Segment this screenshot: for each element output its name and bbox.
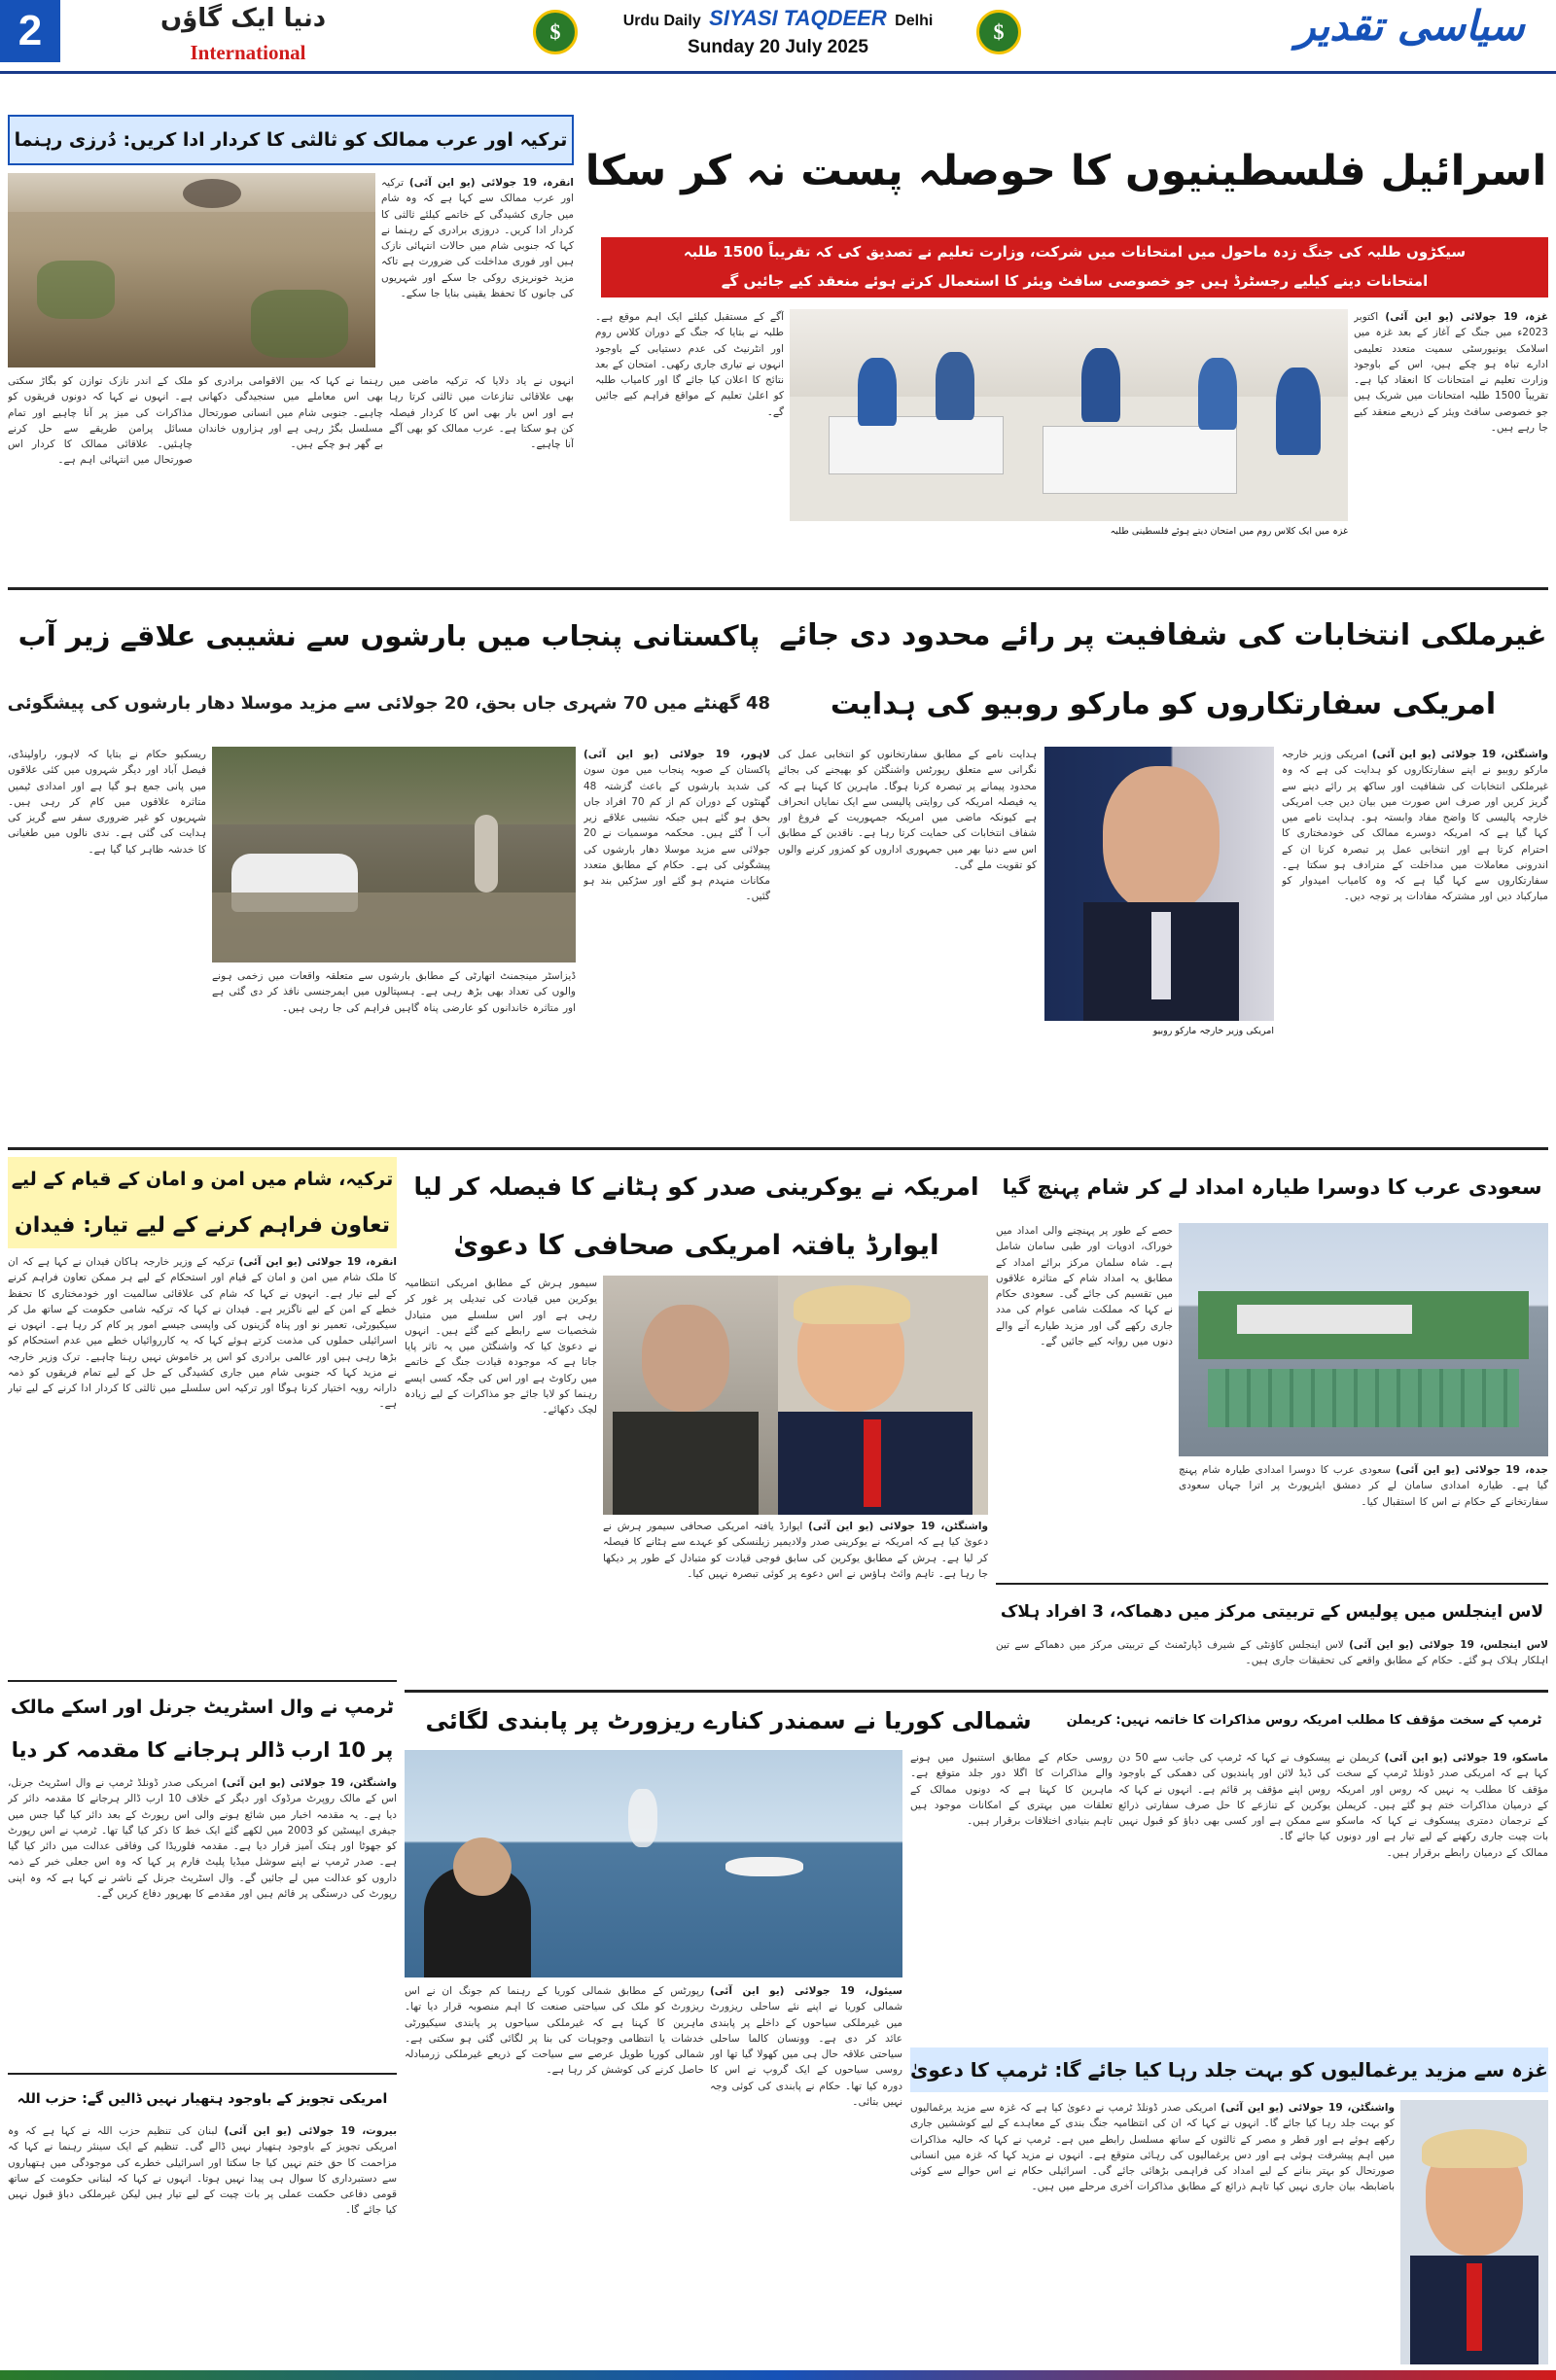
story8-body: لاس اینجلس، 19 جولائی (یو این آئی) لاس اینجلس کاؤنٹی کے شیرف ڈپارٹمنٹ کے تربیتی مرکز میں دھماکے سے تین اہلکار ہلاک ہو گئے۔ حکام کے مطابق واقعے کی تحقیقات جاری ہیں۔ [996,1639,1548,1667]
story9-dateline: واشنگٹن، 19 جولائی (یو این آئی) [222,1777,397,1789]
footer-bar [0,2370,1556,2380]
story4-body-col2: ریسکیو حکام نے بتایا کہ لاہور، راولپنڈی، فیصل آباد اور دیگر شہروں میں کئی علاقوں میں پانی جمع ہو گیا ہے اور امدادی ٹیمیں متاثرہ علاقوں میں کام کر رہی ہیں۔ شہریوں کو غیر ضروری سفر سے گریز کی ہدایت کی گئی ہے۔ ندی نالوں میں طغیانی کا خدشہ ظاہر کیا گیا ہے۔ [8,749,206,856]
story2-body-col2: ملک کے اندر نازک توازن کو بگاڑ سکتی ہے۔ انہوں نے کہا کہ دونوں فریقوں کو مذاکرات کی میز پر آنا چاہیے اور تمام مسائل پرامن طریقے سے حل کرنے چاہئیں۔ علاقائی ممالک کا کردار اس صورتحال میں انتہائی اہم ہے۔ [8,375,193,467]
story5-headline-2: تعاون فراہم کرنے کے لیے تیار: فیدان [15,1213,390,1238]
section-title-english: International [190,41,306,64]
story10-dateline: بیروت، 19 جولائی (یو این آئی) [224,2125,397,2137]
divider-4 [8,2073,397,2075]
story13-body: واشنگٹن، 19 جولائی (یو این آئی) امریکی صدر ڈونلڈ ٹرمپ نے دعویٰ کیا ہے کہ غزہ سے مزید یرغمالیوں کو بہت جلد رہا کیا جائے گا۔ انہوں نے کہا کہ ان کی انتظامیہ جنگ بندی کے معاہدے کے لیے کوششیں جاری رکھے ہوئے ہے اور قطر و مصر کے ثالثوں کے ساتھ مسلسل رابطے میں ہے۔ ٹرمپ نے کہا کہ حالیہ مذاکرات میں اہم پیشرفت ہوئی ہے اور دس یرغمالیوں کی رہائی متوقع ہے۔ انہوں نے مزید کہا کہ غزہ میں انسانی صورتحال کو بہتر بنانے کے لیے امداد کی فراہمی بڑھائی جائے گی۔ اسرائیلی حکام نے اس حوالے سے کوئی باضابطہ بیان جاری نہیں کیا تاہم ذرائع کے مطابق مذاکرات آخری مرحلے میں ہیں۔ [910,2102,1395,2193]
story12-photo [405,1750,902,1978]
story11-body-col1: ماسکو، 19 جولائی (یو این آئی) کریملن نے کہا ہے کہ امریکی صدر ڈونلڈ ٹرمپ کے سخت مؤقف کا مطلب یہ نہیں کہ روس اور امریکہ کے درمیان مذاکرات ختم ہو گئے ہیں۔ کریملن کے ترجمان دمتری پیسکوف نے کہا کہ ماسکو بات چیت جاری رکھنے کے لیے تیار ہے اور دونوں ممالک کے درمیان رابطے برقرار ہیں۔ [1336,1752,1548,1859]
story10-headline: امریکی تجویز کے باوجود ہتھیار نہیں ڈالیں گے: حزب اللہ [17,2091,388,2107]
story5-headline-1: ترکیہ، شام میں امن و امان کے قیام کے لیے [11,1169,394,1190]
story10-body: بیروت، 19 جولائی (یو این آئی) لبنان کی تنظیم حزب اللہ نے کہا ہے کہ وہ امریکی تجویز کے باوجود ہتھیار نہیں ڈالے گی۔ تنظیم کے ایک سینئر رہنما نے کہا کہ مزاحمت کا حق ختم نہیں کیا جا سکتا اور اسرائیلی خطرے کی موجودگی میں ہتھیاروں سے دستبرداری کا سوال ہی پیدا نہیں ہوتا۔ انہوں نے کہا کہ لبنانی حکومت کے ساتھ قومی دفاعی حکمت عملی پر بات چیت کے لیے تیار ہیں لیکن غیرملکی دباؤ قبول نہیں کیا جائے گا۔ [8,2125,397,2217]
story13-headline-box [910,2048,1548,2092]
story12-headline: شمالی کوریا نے سمندر کنارے ریزورٹ پر پابندی لگائی [425,1707,1032,1734]
emblem-right-icon: $ [976,10,1021,54]
story4-headline: پاکستانی پنجاب میں بارشوں سے نشیبی علاقے زیر آب [18,619,760,652]
story2-headline-box [8,115,574,165]
story2-headline: ترکیہ اور عرب ممالک کو ثالثی کا کردار ادا کریں: دُرزی رہنما [14,129,568,151]
story11-body-col3: روسی حکام کے مطابق استنبول میں ہونے والے مذاکرات کا اگلا دور جلد متوقع ہے۔ ماہرین کا کہنا ہے کہ دونوں ممالک کے تعلقات میں بہتری کے امکانات موجود ہیں تاہم بنیادی اختلافات برقرار ہیں۔ [910,1752,1113,1828]
divider-1 [8,587,1548,590]
story3-subhead: امریکی سفارتکاروں کو مارکو روبیو کی ہدایت [830,687,1497,721]
story12-body-col2: رپورٹس کے مطابق شمالی کوریا کے رہنما کم جونگ ان نے اس ریزورٹ کو ملک کی سیاحتی صنعت کا اہم منصوبہ قرار دیا تھا۔ ماہرین کا کہنا ہے کہ غیرملکی سیاحوں پر پابندی سیکیورٹی خدشات یا انتظامی وجوہات کی بنا پر لگائی گئی ہو سکتی ہے۔ شمالی کوریا طویل عرصے سے سیاحت کے ذریعے غیرملکی زرمبادلہ حاصل کرنے کی کوشش کر رہا ہے۔ [405,1985,704,2077]
masthead [0,0,1556,74]
story7-body-col1: حصے کے طور پر پہنچنے والی امداد میں خوراک، ادویات اور طبی سامان شامل ہے۔ شاہ سلمان مرکز برائے امداد کے مطابق یہ امداد شام کے متاثرہ علاقوں میں تقسیم کی جائے گی۔ سعودی حکام نے کہا کہ مملکت شامی عوام کی مدد جاری رکھے گی اور مزید طیارے آنے والے دنوں میں روانہ کیے جائیں گے۔ [996,1225,1173,1348]
story4-dateline: لاہور، 19 جولائی (یو این آئی) [584,749,770,760]
story4-body-col3: ڈیزاسٹر مینجمنٹ اتھارٹی کے مطابق بارشوں سے متعلقہ واقعات میں زخمی ہونے والوں کی تعداد بھی بڑھ رہی ہے۔ ہسپتالوں میں ایمرجنسی نافذ کر دی گئی ہے اور متاثرہ خاندانوں کو عارضی پناہ گاہیں فراہم کی جا رہی ہیں۔ [212,970,576,1014]
story9-headline-2: پر 10 ارب ڈالر ہرجانے کا مقدمہ کر دیا [11,1738,394,1762]
story1-body-left: آگے کے مستقبل کیلئے ایک اہم موقع ہے۔ طلبہ نے بتایا کہ جنگ کے دوران کلاس روم اور انٹرنیٹ کی عدم دستیابی کے باوجود انہوں نے تیاری جاری رکھی۔ امتحان کے بعد نتائج کا اعلان کیا جائے گا اور کامیاب طلبہ کو اعلیٰ تعلیم کے مواقع فراہم کیے جائیں گے۔ [595,311,784,418]
story1-dateline: غزہ، 19 جولائی (یو این آئی) [1385,311,1548,323]
story1-photo [790,309,1348,521]
story5-body: انقرہ، 19 جولائی (یو این آئی) ترکیہ کے وزیر خارجہ ہاکان فیدان نے کہا ہے کہ ان کا ملک شام میں امن و امان کے قیام اور استحکام کے لیے ہر ممکن تعاون فراہم کرنے کے لیے تیار ہے۔ انہوں نے کہا کہ شام کی علاقائی سالمیت اور خودمختاری کا تحفظ خطے کے امن کے لیے ناگزیر ہے۔ فیدان نے کہا کہ ترکیہ شامی حکومت کے ساتھ مل کر سیکیورٹی، تعمیر نو اور پناہ گزینوں کی واپسی جیسے امور پر کام کر رہا ہے۔ انہوں نے اسرائیلی حملوں کی مذمت کرتے ہوئے کہا کہ یہ کارروائیاں خطے میں عدم استحکام کو بڑھا رہی ہیں اور عالمی برادری کو اس پر خاموش نہیں رہنا چاہیے۔ ترک وزیر خارجہ نے مزید کہا کہ جنوبی شام میں جاری کشیدگی کے حل کے لیے تمام فریقوں کو ذمہ دارانہ رویہ اختیار کرنا ہوگا اور ترکیہ اس سلسلے میں ثالثی کا کردار ادا کرنے کے لیے تیار ہے۔ [8,1256,397,1411]
story11-body-col2: پیسکوف نے کہا کہ ٹرمپ کی جانب سے 50 دن کی ڈیڈ لائن اور پابندیوں کی دھمکی کے باوجود روس اپنے مؤقف پر قائم ہے۔ انہوں نے کہا کہ یوکرین کے تنازعے کا حل صرف سفارتی ذرائع سے ممکن ہے اور کسی بھی دباؤ کو قبول نہیں کیا جائے گا۔ [1118,1752,1330,1843]
divider-5 [996,1583,1548,1585]
story7-photo [1179,1223,1548,1456]
emblem-left-icon: $ [533,10,578,54]
story3-caption: امریکی وزیر خارجہ مارکو روبیو [1152,1026,1274,1036]
story2-body-col3: رہنما نے کہا کہ بین الاقوامی برادری کو بھی اس معاملے میں سنجیدگی دکھانی چاہیے۔ جنوبی شام میں انسانی صورتحال مسلسل بگڑ رہی ہے اور ہزاروں خاندان بے گھر ہو چکے ہیں۔ [198,375,383,451]
story1-subhead-2: امتحانات دینے کیلیے رجسٹرڈ ہیں جو خصوصی سافٹ ویئر کا استعمال کرتے ہوئے منعقد کیے جائیں گے [721,272,1429,290]
story2-dateline: انقرہ، 19 جولائی (یو این آئی) [408,177,574,189]
story2-photo [8,173,375,368]
story6-dateline: واشنگٹن، 19 جولائی (یو این آئی) [808,1521,988,1532]
story2-body-col4: انہوں نے یاد دلایا کہ ترکیہ ماضی میں بھی علاقائی تنازعات میں ثالثی کرتا رہا ہے اور اس بار بھی اس کا کردار فیصلہ کن ہو سکتا ہے۔ عرب ممالک کو بھی آگے آنا چاہیے۔ [389,375,574,451]
story3-photo [1044,747,1274,1021]
story6-headline: امریکہ نے یوکرینی صدر کو ہٹانے کا فیصلہ کر لیا [413,1172,979,1201]
story6-subhead: ایوارڈ یافتہ امریکی صحافی کا دعویٰ [453,1229,939,1261]
story3-body-col1: واشنگٹن، 19 جولائی (یو این آئی) امریکی وزیر خارجہ مارکو روبیو نے اپنے سفارتکاروں کو ہدایت کی ہے کہ وہ غیرملکی انتخابات کی شفافیت اور ساکھ پر رائے دینے سے گریز کریں اور صرف اس صورت میں بیان دیں جب امریکی خارجہ پالیسی کا واضح مفاد وابستہ ہو۔ ہدایت نامے میں کہا گیا ہے کہ امریکہ دوسرے ممالک کی خودمختاری کا احترام کرتا ہے اور انتخابی عمل پر تبصرہ کرنا ان کے اندرونی معاملات میں مداخلت کے مترادف ہو سکتا ہے۔ سفارتکاروں سے کہا گیا ہے کہ وہ کامیاب امیدوار کو مبارکباد دیں اور مشترکہ مفادات پر توجہ دیں۔ [1282,749,1548,903]
story3-dateline: واشنگٹن، 19 جولائی (یو این آئی) [1371,749,1548,760]
story7-dateline: جدہ، 19 جولائی (یو این آئی) [1396,1464,1548,1476]
story6-photo [603,1276,988,1515]
story6-body-col2: واشنگٹن، 19 جولائی (یو این آئی) ایوارڈ یافتہ امریکی صحافی سیمور ہرش نے دعویٰ کیا ہے کہ امریکہ نے یوکرینی صدر ولادیمیر زیلنسکی کو عہدے سے ہٹانے کا فیصلہ کر لیا ہے۔ ہرش کے مطابق یوکرین کی سابق فوجی قیادت کو متبادل کے طور پر دیکھا جا رہا ہے۔ تاہم وائٹ ہاؤس نے اس دعوے پر کوئی تبصرہ نہیں کیا۔ [603,1521,988,1580]
divider-2 [8,1147,1548,1150]
brand-name: SIYASI TAQDEER [709,6,887,30]
story1-subhead-1: سیکڑوں طلبہ کی جنگ زدہ ماحول میں امتحانات میں شرکت، وزارت تعلیم نے تصدیق کی کہ تقریباً 1500 طلبہ [683,243,1467,261]
story3-headline: غیرملکی انتخابات کی شفافیت پر رائے محدود دی جائے [779,618,1547,652]
story4-body-col1: لاہور، 19 جولائی (یو این آئی) پاکستان کے صوبہ پنجاب میں مون سون کی شدید بارشوں کے باعث گزشتہ 48 گھنٹوں کے دوران کم از کم 70 افراد جاں بحق ہو گئے ہیں جبکہ نشیبی علاقے زیر آب آ گئے ہیں۔ محکمہ موسمیات نے 20 جولائی سے مزید موسلا دھار بارشوں کی پیشگوئی کی ہے۔ حکام کے مطابق متعدد مکانات منہدم ہو گئے اور سڑکیں بند ہو گئیں۔ [584,749,770,903]
story1-subhead-box [601,237,1548,298]
story11-dateline: ماسکو، 19 جولائی (یو این آئی) [1384,1752,1548,1764]
story5-headline-box [8,1157,397,1248]
story7-body-col2: جدہ، 19 جولائی (یو این آئی) سعودی عرب کا دوسرا امدادی طیارہ شام پہنچ گیا ہے۔ طیارہ امدادی سامان لے کر دمشق ایئرپورٹ پر اترا جہاں سعودی سفارتخانے کے حکام نے اس کا استقبال کیا۔ [1179,1464,1548,1508]
story1-headline: اسرائیل فلسطینیوں کا حوصلہ پست نہ کر سکا [584,147,1547,195]
story2-body-col1: انقرہ، 19 جولائی (یو این آئی) ترکیہ اور عرب ممالک سے کہا ہے کہ وہ شام میں جاری کشیدگی کے خاتمے کیلئے ثالثی کا کردار ادا کریں۔ دروزی برادری کے رہنما نے کہا کہ جنوبی شام میں حالات انتہائی نازک ہیں اور فوری مداخلت کی ضرورت ہے تاکہ مزید خونریزی روکی جا سکے اور شہریوں کی جانوں کا تحفظ یقینی بنایا جا سکے۔ [381,177,574,299]
divider-6 [405,1690,1548,1693]
story4-subhead: 48 گھنٹے میں 70 شہری جاں بحق، 20 جولائی سے مزید موسلا دھار بارشوں کی پیشگوئی [8,693,770,714]
story13-headline: غزہ سے مزید یرغمالیوں کو بہت جلد رہا کیا جائے گا: ٹرمپ کا دعویٰ [910,2058,1548,2082]
story8-dateline: لاس اینجلس، 19 جولائی (یو این آئی) [1349,1639,1548,1651]
story1-body-right: غزہ، 19 جولائی (یو این آئی) اکتوبر 2023ء میں جنگ کے آغاز کے بعد غزہ میں اسلامک یونیورسٹی سمیت متعدد تعلیمی ادارے تباہ ہو چکے ہیں، اس کے باوجود وزارت تعلیم نے امتحانات کا انعقاد کیا ہے۔ تقریباً 1500 طلبہ امتحانات میں شریک ہیں جو خصوصی سافٹ ویئر کے ذریعے منعقد کیے جا رہے ہیں۔ [1354,311,1548,434]
story11-headline: ٹرمپ کے سخت مؤقف کا مطلب امریکہ روس مذاکرات کا خاتمہ نہیں: کریملن [1066,1713,1542,1728]
story5-dateline: انقرہ، 19 جولائی (یو این آئی) [238,1256,397,1268]
story13-dateline: واشنگٹن، 19 جولائی (یو این آئی) [1220,2102,1395,2114]
page-number: 2 [0,0,60,62]
brand-line [603,6,953,33]
story1-caption: غزہ میں ایک کلاس روم میں امتحان دیتے ہوئے فلسطینی طلبہ [1110,526,1348,537]
story8-headline: لاس اینجلس میں پولیس کے تربیتی مرکز میں دھماکہ، 3 افراد ہلاک [1000,1602,1544,1622]
story3-body-col2: ہدایت نامے کے مطابق سفارتخانوں کو انتخابی عمل کی نگرانی سے متعلق رپورٹس واشنگٹن کو بھیجنے کی بجائے محدود پیمانے پر تبصرہ کرنا ہوگا۔ ماہرین کا کہنا ہے کہ یہ فیصلہ امریکہ کی روایتی پالیسی سے ایک نمایاں انحراف ہے کیونکہ ماضی میں امریکہ جمہوریت کے فروغ اور شفاف انتخابات کی حمایت کرتا رہا ہے۔ ناقدین کے مطابق اس سے دنیا بھر میں جمہوری اداروں کو کمزور کرنے والوں کو تقویت ملے گی۔ [778,749,1037,871]
story6-body-col1: سیمور ہرش کے مطابق امریکی انتظامیہ یوکرین میں قیادت کی تبدیلی پر غور کر رہی ہے اور اس سلسلے میں متبادل شخصیات سے رابطے کیے گئے ہیں۔ انہوں نے دعویٰ کیا کہ واشنگٹن میں یہ تاثر پایا جاتا ہے کہ موجودہ قیادت جنگ کے خاتمے میں رکاوٹ ہے اور اس کی جگہ کسی ایسے رہنما کو لایا جائے جو مذاکرات کے لیے زیادہ لچک دکھائے۔ [405,1278,597,1417]
story12-dateline: سیئول، 19 جولائی (یو این آئی) [710,1985,902,1997]
issue-date: Sunday 20 July 2025 [688,37,868,57]
brand-right: Delhi [895,13,934,29]
story7-headline: سعودی عرب کا دوسرا طیارہ امداد لے کر شام پہنچ گیا [1002,1175,1542,1199]
divider-3 [8,1680,397,1682]
story9-body: واشنگٹن، 19 جولائی (یو این آئی) امریکی صدر ڈونلڈ ٹرمپ نے وال اسٹریٹ جرنل، اس کے مالک روپرٹ مرڈوک اور دیگر کے خلاف 10 ارب ڈالر ہرجانے کا مقدمہ دائر کر دیا ہے۔ یہ مقدمہ اخبار میں شائع ہونے والی اس رپورٹ کے بعد دائر کیا گیا جس میں جیفری ایپسٹین کو 2003 میں لکھے گئے ایک خط کا ذکر کیا گیا تھا۔ ٹرمپ نے اس رپورٹ کو جھوٹا اور ہتک آمیز قرار دیا ہے۔ مقدمہ فلوریڈا کی وفاقی عدالت میں دائر کیا گیا ہے۔ صدر ٹرمپ نے اپنے سوشل میڈیا پلیٹ فارم پر کہا کہ وہ اس جعلی خبر کے ذمہ داروں کو عدالت میں لے جائیں گے۔ وال اسٹریٹ جرنل کے ناشر نے کہا ہے کہ وہ اپنی رپورٹ کی درستگی پر قائم ہیں اور مقدمے کا بھرپور دفاع کریں گے۔ [8,1777,397,1900]
story12-body-col1: سیئول، 19 جولائی (یو این آئی) شمالی کوریا نے اپنے نئے ساحلی ریزورٹ میں غیرملکی سیاحوں کے داخلے پر پابندی عائد کر دی ہے۔ وونسان کالما ساحلی سیاحتی علاقہ حال ہی میں کھولا گیا تھا اور روسی سیاحوں کے ایک گروپ نے اس کا دورہ کیا تھا۔ حکام نے پابندی کی کوئی وجہ نہیں بتائی۔ [710,1985,902,2108]
section-title-urdu: دنیا ایک گاؤں [159,4,327,33]
story9-headline-1: ٹرمپ نے وال اسٹریٹ جرنل اور اسکے مالک [11,1697,394,1718]
story13-photo [1400,2100,1548,2364]
brand-left: Urdu Daily [622,13,701,29]
story4-photo [212,747,576,962]
masthead-title: سیاسی تقدیر [1295,2,1525,50]
